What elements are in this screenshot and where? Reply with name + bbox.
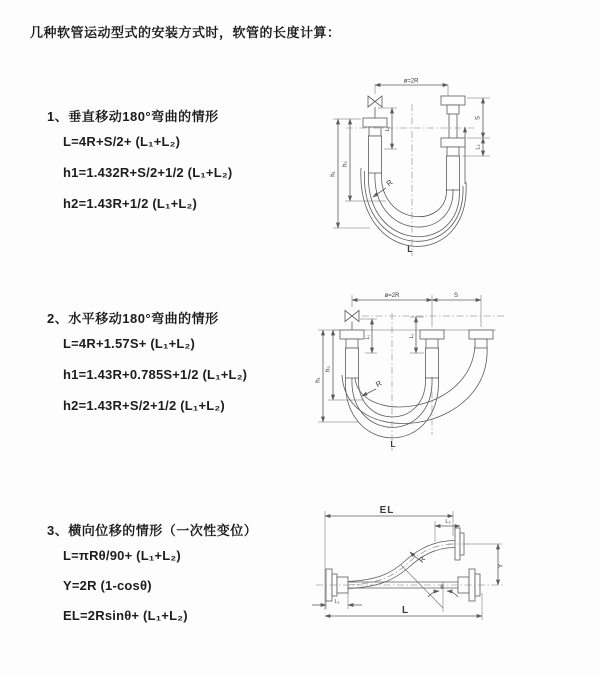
d3-hose-s-curve	[348, 541, 455, 589]
d2-dim-label-h2: h₂	[325, 366, 332, 372]
section1-heading: 1、垂直移动180°弯曲的情形	[47, 109, 219, 124]
d1-dim-label-h1: h₁	[330, 171, 337, 177]
d3-theta-label: θ	[440, 585, 444, 591]
d1-length-label: L	[407, 244, 413, 254]
section3-formula-l: L=πRθ/90+ (L₁+L₂)	[63, 548, 181, 563]
d3-dim-label-l1: L₁	[334, 599, 340, 605]
d2-dim-label-diameter: ø=2R	[384, 293, 400, 299]
diagram-horizontal-180-bend	[306, 283, 598, 460]
d2-dim-label-h1: h₁	[315, 377, 322, 383]
d3-radius-label: R	[416, 554, 428, 565]
d1-radius-label: R	[384, 177, 395, 189]
d1-right-fitting	[441, 96, 465, 190]
d2-hose-u-bends	[342, 346, 487, 438]
d1-dim-label-h2: h₂	[342, 161, 349, 167]
d1-left-fitting	[363, 118, 387, 173]
d2-valve-icon	[345, 311, 359, 331]
section2-formula-h1: h1=1.43R+0.785S+1/2 (L₁+L₂)	[63, 367, 248, 382]
d3-dim-label-y: Y	[497, 563, 505, 569]
d3-dim-label-l2: L₂	[445, 519, 451, 525]
d2-middle-fitting	[420, 330, 444, 378]
d1-dim-label-l1: L₁	[385, 126, 391, 132]
diagram-vertical-180-bend	[312, 72, 596, 264]
d3-dimension-lines	[312, 511, 502, 620]
diagram-lateral-displacement	[298, 498, 600, 648]
d2-dimension-lines	[315, 295, 481, 422]
d2-right-fitting	[469, 330, 493, 348]
d2-dim-label-l1: L₁	[365, 334, 371, 340]
section1-formula-l: L=4R+S/2+ (L₁+L₂)	[63, 134, 181, 149]
section2-formula-l: L=4R+1.57S+ (L₁+L₂)	[63, 336, 196, 351]
d1-dim-label-s: S	[475, 115, 482, 121]
section2-heading: 2、水平移动180°弯曲的情形	[47, 311, 219, 326]
section2-formula-h2: h2=1.43R+S/2+1/2 (L₁+L₂)	[63, 398, 225, 413]
d2-dim-label-l2: L₂	[409, 333, 415, 339]
section3-formula-y: Y=2R (1-cosθ)	[63, 578, 152, 593]
d2-left-fitting	[340, 330, 364, 378]
d2-length-label: L	[390, 439, 396, 449]
page-title: 几种软管运动型式的安装方式时，软管的长度计算：	[30, 25, 341, 40]
d2-dim-label-s: S	[453, 293, 459, 299]
d1-valve-icon	[368, 96, 382, 118]
d1-dimension-lines	[330, 85, 490, 228]
d1-dim-label-l2: L₂	[475, 144, 482, 150]
section3-heading: 3、横向位移的情形（一次性变位）	[47, 523, 258, 538]
d1-dim-label-diameter: ø=2R	[403, 78, 419, 85]
section1-formula-h2: h2=1.43R+1/2 (L₁+L₂)	[63, 196, 198, 211]
d3-dim-label-el: EL	[379, 505, 395, 516]
d3-length-label: L	[401, 605, 409, 616]
section3-formula-el: EL=2Rsinθ+ (L₁+L₂)	[63, 608, 188, 623]
d2-radius-label: R	[374, 378, 384, 390]
d3-angle-construction	[401, 565, 458, 612]
section1-formula-h1: h1=1.432R+S/2+1/2 (L₁+L₂)	[63, 165, 233, 180]
